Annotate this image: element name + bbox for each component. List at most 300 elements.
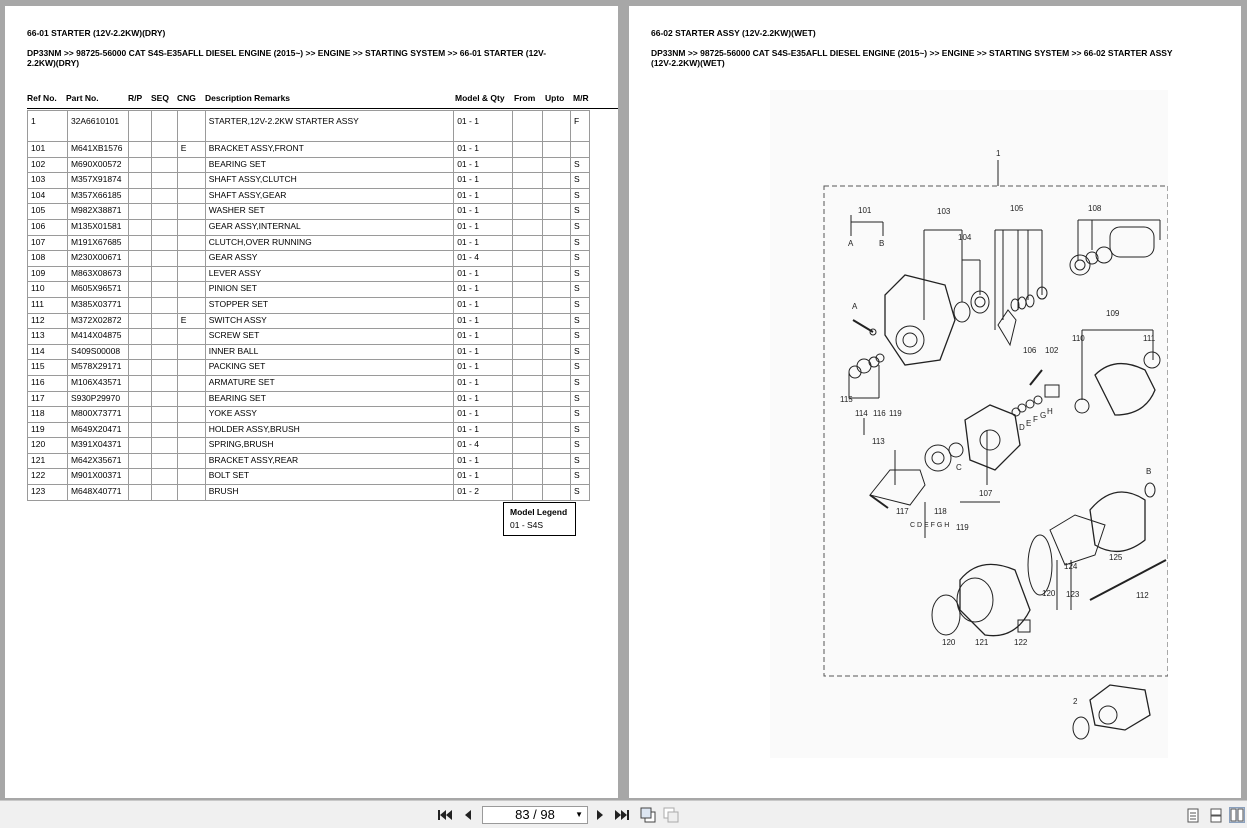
table-header: [27, 93, 618, 105]
cell-from: [513, 469, 543, 485]
cell-cng: [177, 219, 205, 235]
cell-mr: S: [570, 469, 589, 485]
cell-part: M230X00671: [67, 251, 128, 267]
callout-h: H: [1047, 407, 1053, 416]
table-row: [28, 391, 590, 407]
cell-ref: 102: [28, 157, 68, 173]
cell-desc: GEAR ASSY: [205, 251, 453, 267]
col-ref: Ref No.: [27, 93, 57, 103]
cell-rp: [128, 313, 151, 329]
cell-from: [513, 173, 543, 189]
cell-desc: SHAFT ASSY,GEAR: [205, 188, 453, 204]
cell-upto: [543, 204, 571, 220]
cell-rp: [128, 204, 151, 220]
cell-mr: S: [570, 422, 589, 438]
prev-page-icon: [463, 809, 473, 821]
cell-ref: 103: [28, 173, 68, 189]
cell-seq: [151, 266, 177, 282]
cell-ref: 101: [28, 142, 68, 158]
cell-from: [513, 111, 543, 142]
callout-123: 123: [1066, 590, 1080, 599]
cell-ref: 107: [28, 235, 68, 251]
cell-cng: [177, 173, 205, 189]
cell-seq: [151, 313, 177, 329]
cell-mr: S: [570, 360, 589, 376]
cell-model: 01 - 1: [454, 297, 513, 313]
cell-upto: [543, 453, 571, 469]
cell-ref: 115: [28, 360, 68, 376]
table-row: [28, 453, 590, 469]
cell-upto: [543, 157, 571, 173]
cell-desc: BOLT SET: [205, 469, 453, 485]
cell-rp: [128, 297, 151, 313]
cell-desc: CLUTCH,OVER RUNNING: [205, 235, 453, 251]
cell-rp: [128, 235, 151, 251]
cell-rp: [128, 188, 151, 204]
cell-seq: [151, 485, 177, 501]
cell-ref: 108: [28, 251, 68, 267]
cell-desc: BEARING SET: [205, 391, 453, 407]
callout-125: 125: [1109, 553, 1123, 562]
callout-a2: A: [852, 302, 858, 311]
right-page: [629, 6, 1241, 798]
callout-101: 101: [858, 206, 872, 215]
cell-desc: BRUSH: [205, 485, 453, 501]
continuous-button[interactable]: [1208, 807, 1224, 823]
cell-from: [513, 422, 543, 438]
cell-mr: S: [570, 282, 589, 298]
cell-model: 01 - 1: [454, 188, 513, 204]
cell-model: 01 - 1: [454, 204, 513, 220]
cell-cng: [177, 157, 205, 173]
cell-mr: S: [570, 391, 589, 407]
cell-seq: [151, 157, 177, 173]
cell-from: [513, 219, 543, 235]
cell-model: 01 - 4: [454, 251, 513, 267]
callout-108: 108: [1088, 204, 1102, 213]
cell-seq: [151, 469, 177, 485]
cell-from: [513, 453, 543, 469]
breadcrumb-path: DP33NM >> 98725-56000 CAT S4S-E35AFLL DIESEL ENGINE (2015~) >> ENGINE >> STARTING SYSTEM >> 66-02 STARTER ASSY (12V-2.2KW)(WET): [651, 48, 1173, 68]
cell-ref: 117: [28, 391, 68, 407]
table-row: [28, 422, 590, 438]
callout-106: 106: [1023, 346, 1037, 355]
cell-from: [513, 438, 543, 454]
cell-rp: [128, 453, 151, 469]
cell-ref: 111: [28, 297, 68, 313]
cell-model: 01 - 2: [454, 485, 513, 501]
table-row: [28, 142, 590, 158]
cell-seq: [151, 297, 177, 313]
cell-seq: [151, 438, 177, 454]
cell-model: 01 - 1: [454, 266, 513, 282]
cell-mr: S: [570, 235, 589, 251]
table-row: [28, 173, 590, 189]
cell-model: 01 - 4: [454, 438, 513, 454]
cell-part: M135X01581: [67, 219, 128, 235]
cell-ref: 118: [28, 407, 68, 423]
cell-mr: S: [570, 219, 589, 235]
col-desc: Description Remarks: [205, 93, 291, 103]
cell-upto: [543, 297, 571, 313]
cell-model: 01 - 1: [454, 407, 513, 423]
model-legend: [503, 502, 576, 536]
cell-ref: 119: [28, 422, 68, 438]
cell-part: M106X43571: [67, 375, 128, 391]
assembly-boundary: [824, 186, 1168, 676]
next-view-button[interactable]: [663, 807, 679, 823]
legend-entry: 01 - S4S: [510, 520, 544, 530]
cell-desc: LEVER ASSY: [205, 266, 453, 282]
cell-model: 01 - 1: [454, 453, 513, 469]
cell-upto: [543, 235, 571, 251]
cell-part: M800X73771: [67, 407, 128, 423]
callout-104: 104: [958, 233, 972, 242]
cell-upto: [543, 485, 571, 501]
prev-page-button[interactable]: [460, 807, 476, 823]
callout-1: 1: [996, 149, 1001, 158]
callout-b1: B: [879, 239, 885, 248]
cell-part: M191X67685: [67, 235, 128, 251]
cell-part: M649X20471: [67, 422, 128, 438]
cell-cng: E: [177, 313, 205, 329]
cell-rp: [128, 485, 151, 501]
cell-ref: 1: [28, 111, 68, 142]
callout-g: G: [1040, 411, 1047, 420]
cell-rp: [128, 407, 151, 423]
table-row: [28, 235, 590, 251]
cell-from: [513, 485, 543, 501]
cell-upto: [543, 344, 571, 360]
cell-upto: [543, 142, 571, 158]
cell-desc: HOLDER ASSY,BRUSH: [205, 422, 453, 438]
table-row: [28, 282, 590, 298]
cell-ref: 104: [28, 188, 68, 204]
cell-part: M690X00572: [67, 157, 128, 173]
cell-part: M372X02872: [67, 313, 128, 329]
viewer-toolbar: [0, 800, 1247, 828]
armature-part: [1095, 364, 1155, 415]
cell-cng: [177, 391, 205, 407]
cell-model: 01 - 1: [454, 469, 513, 485]
cell-cng: [177, 188, 205, 204]
callout-a1: A: [848, 239, 854, 248]
cell-mr: S: [570, 313, 589, 329]
cell-from: [513, 375, 543, 391]
callout-107: 107: [979, 489, 993, 498]
cell-upto: [543, 391, 571, 407]
single-page-button[interactable]: [1185, 807, 1201, 823]
callout-121: 121: [975, 638, 989, 647]
cell-mr: S: [570, 251, 589, 267]
cell-model: 01 - 1: [454, 329, 513, 345]
cell-model: 01 - 1: [454, 344, 513, 360]
cell-model: 01 - 1: [454, 157, 513, 173]
cell-mr: S: [570, 453, 589, 469]
cell-from: [513, 266, 543, 282]
cell-ref: 112: [28, 313, 68, 329]
callout-114: 114: [855, 409, 868, 418]
callout-119: 119: [889, 409, 902, 418]
cell-cng: [177, 111, 205, 142]
cell-upto: [543, 282, 571, 298]
cell-seq: [151, 282, 177, 298]
cell-part: M641XB1576: [67, 142, 128, 158]
cell-from: [513, 235, 543, 251]
cell-cng: [177, 360, 205, 376]
cell-ref: 105: [28, 204, 68, 220]
table-row: [28, 360, 590, 376]
cell-mr: S: [570, 173, 589, 189]
cell-seq: [151, 188, 177, 204]
yoke-part: [960, 564, 1030, 635]
cell-model: 01 - 1: [454, 360, 513, 376]
cell-from: [513, 297, 543, 313]
cell-from: [513, 407, 543, 423]
cell-part: M414X04875: [67, 329, 128, 345]
cell-model: 01 - 1: [454, 375, 513, 391]
cell-upto: [543, 173, 571, 189]
cell-cng: [177, 407, 205, 423]
first-page-icon: [438, 809, 452, 821]
callout-116: 116: [873, 409, 886, 418]
callout-110: 110: [1072, 334, 1085, 343]
cell-model: 01 - 1: [454, 173, 513, 189]
cell-ref: 121: [28, 453, 68, 469]
front-bracket-part: [885, 275, 955, 365]
callout-113: 113: [872, 437, 885, 446]
cell-model: 01 - 1: [454, 391, 513, 407]
cell-from: [513, 282, 543, 298]
cell-part: M642X35671: [67, 453, 128, 469]
cell-from: [513, 157, 543, 173]
cell-seq: [151, 375, 177, 391]
cell-mr: S: [570, 188, 589, 204]
cell-rp: [128, 142, 151, 158]
cell-desc: INNER BALL: [205, 344, 453, 360]
callout-115: 115: [840, 395, 853, 404]
starter-assy-part: [1090, 685, 1150, 730]
cell-seq: [151, 173, 177, 189]
cell-ref: 106: [28, 219, 68, 235]
cell-rp: [128, 360, 151, 376]
cell-part: M901X00371: [67, 469, 128, 485]
cell-desc: SHAFT ASSY,CLUTCH: [205, 173, 453, 189]
cell-part: S409S00008: [67, 344, 128, 360]
cell-rp: [128, 344, 151, 360]
table-row: [28, 313, 590, 329]
cell-upto: [543, 360, 571, 376]
cell-mr: F: [570, 111, 589, 142]
cell-seq: [151, 219, 177, 235]
callout-d: D: [1019, 423, 1025, 432]
cell-desc: PINION SET: [205, 282, 453, 298]
callout-102: 102: [1045, 346, 1059, 355]
cell-cng: [177, 375, 205, 391]
table-row: [28, 485, 590, 501]
cell-desc: GEAR ASSY,INTERNAL: [205, 219, 453, 235]
cell-mr: S: [570, 266, 589, 282]
cell-desc: SPRING,BRUSH: [205, 438, 453, 454]
page-number-field[interactable]: [482, 806, 588, 824]
cell-from: [513, 391, 543, 407]
callout-letters: C D E F G H: [910, 522, 950, 529]
cell-part: M648X40771: [67, 485, 128, 501]
cell-model: 01 - 1: [454, 235, 513, 251]
cell-cng: [177, 329, 205, 345]
callout-2: 2: [1073, 697, 1078, 706]
cell-mr: S: [570, 375, 589, 391]
cell-rp: [128, 111, 151, 142]
breadcrumb-path: DP33NM >> 98725-56000 CAT S4S-E35AFLL DIESEL ENGINE (2015~) >> ENGINE >> STARTING SYSTEM >> 66-01 STARTER (12V-2.2KW)(DRY): [27, 48, 547, 68]
cell-from: [513, 360, 543, 376]
cell-mr: S: [570, 329, 589, 345]
cell-upto: [543, 188, 571, 204]
cell-rp: [128, 251, 151, 267]
callout-109: 109: [1106, 309, 1120, 318]
parts-table-body: [28, 111, 590, 501]
cell-seq: [151, 360, 177, 376]
callout-120-b: 120: [942, 638, 956, 647]
chevron-down-icon[interactable]: ▼: [575, 810, 583, 819]
cell-rp: [128, 219, 151, 235]
cell-mr: [570, 142, 589, 158]
callout-118: 118: [934, 507, 947, 516]
cell-desc: PACKING SET: [205, 360, 453, 376]
cell-ref: 116: [28, 375, 68, 391]
cell-rp: [128, 329, 151, 345]
cell-part: 32A6610101: [67, 111, 128, 142]
cell-ref: 109: [28, 266, 68, 282]
left-page: [5, 6, 618, 798]
cell-upto: [543, 266, 571, 282]
cell-part: M357X66185: [67, 188, 128, 204]
cell-desc: STOPPER SET: [205, 297, 453, 313]
gear-case-part: [965, 405, 1020, 470]
cell-upto: [543, 329, 571, 345]
cell-model: 01 - 1: [454, 422, 513, 438]
table-row: [28, 111, 590, 142]
callout-124: 124: [1064, 562, 1078, 571]
next-view-icon: [663, 807, 679, 823]
callout-120-a: 120: [1042, 589, 1056, 598]
cell-desc: STARTER,12V-2.2KW STARTER ASSY: [205, 111, 453, 142]
cell-upto: [543, 438, 571, 454]
cell-cng: [177, 297, 205, 313]
col-seq: SEQ: [151, 93, 169, 103]
callout-122: 122: [1014, 638, 1028, 647]
callout-c1: C: [956, 463, 962, 472]
cell-seq: [151, 111, 177, 142]
cell-part: M357X91874: [67, 173, 128, 189]
cell-ref: 110: [28, 282, 68, 298]
callout-119-b: 119: [956, 523, 969, 532]
col-mr: M/R: [573, 93, 589, 103]
table-row: [28, 219, 590, 235]
cell-model: 01 - 1: [454, 142, 513, 158]
facing-pages-icon: [1230, 808, 1244, 822]
cell-seq: [151, 204, 177, 220]
cell-part: M578X29171: [67, 360, 128, 376]
cell-cng: [177, 266, 205, 282]
prev-view-button[interactable]: [640, 807, 656, 823]
cell-cng: [177, 204, 205, 220]
cell-cng: [177, 485, 205, 501]
cell-ref: 123: [28, 485, 68, 501]
cell-upto: [543, 111, 571, 142]
col-upto: Upto: [545, 93, 565, 103]
page-indicator: 83 / 98: [515, 807, 555, 822]
cell-cng: [177, 438, 205, 454]
next-page-button[interactable]: [592, 807, 608, 823]
callout-f: F: [1033, 415, 1038, 424]
cell-cng: [177, 282, 205, 298]
cell-seq: [151, 251, 177, 267]
col-part: Part No.: [66, 93, 99, 103]
cell-cng: E: [177, 142, 205, 158]
cell-seq: [151, 235, 177, 251]
header-rule: [27, 108, 618, 109]
continuous-icon: [1210, 808, 1222, 823]
callout-117: 117: [896, 507, 909, 516]
cell-from: [513, 329, 543, 345]
cell-ref: 113: [28, 329, 68, 345]
last-page-button[interactable]: [614, 807, 630, 823]
cell-cng: [177, 469, 205, 485]
cell-seq: [151, 407, 177, 423]
cell-desc: BRACKET ASSY,REAR: [205, 453, 453, 469]
exploded-diagram-svg: [770, 90, 1168, 758]
cell-rp: [128, 157, 151, 173]
cell-from: [513, 142, 543, 158]
exploded-diagram: [770, 90, 1168, 758]
legend-title: Model Legend: [510, 507, 568, 517]
solenoid-switch-part: [1110, 227, 1154, 257]
cell-upto: [543, 375, 571, 391]
rear-cover-part: [1090, 492, 1145, 551]
cell-upto: [543, 422, 571, 438]
cell-model: 01 - 1: [454, 282, 513, 298]
cell-cng: [177, 344, 205, 360]
col-cng: CNG: [177, 93, 196, 103]
cell-ref: 120: [28, 438, 68, 454]
callout-103: 103: [937, 207, 951, 216]
cell-rp: [128, 438, 151, 454]
cell-seq: [151, 453, 177, 469]
cell-part: M391X04371: [67, 438, 128, 454]
facing-pages-button[interactable]: [1229, 807, 1245, 823]
col-rp: R/P: [128, 93, 143, 103]
cell-ref: 122: [28, 469, 68, 485]
cell-part: M605X96571: [67, 282, 128, 298]
cell-part: S930P29970: [67, 391, 128, 407]
cell-ref: 114: [28, 344, 68, 360]
table-row: [28, 469, 590, 485]
callout-105: 105: [1010, 204, 1024, 213]
cell-cng: [177, 422, 205, 438]
cell-desc: YOKE ASSY: [205, 407, 453, 423]
cell-upto: [543, 219, 571, 235]
callout-b2: B: [1146, 467, 1152, 476]
cell-mr: S: [570, 407, 589, 423]
cell-desc: SCREW SET: [205, 329, 453, 345]
first-page-button[interactable]: [437, 807, 453, 823]
table-row: [28, 266, 590, 282]
cell-mr: S: [570, 297, 589, 313]
table-row: [28, 297, 590, 313]
col-model: Model & Qty: [455, 93, 505, 103]
col-from: From: [514, 93, 536, 103]
